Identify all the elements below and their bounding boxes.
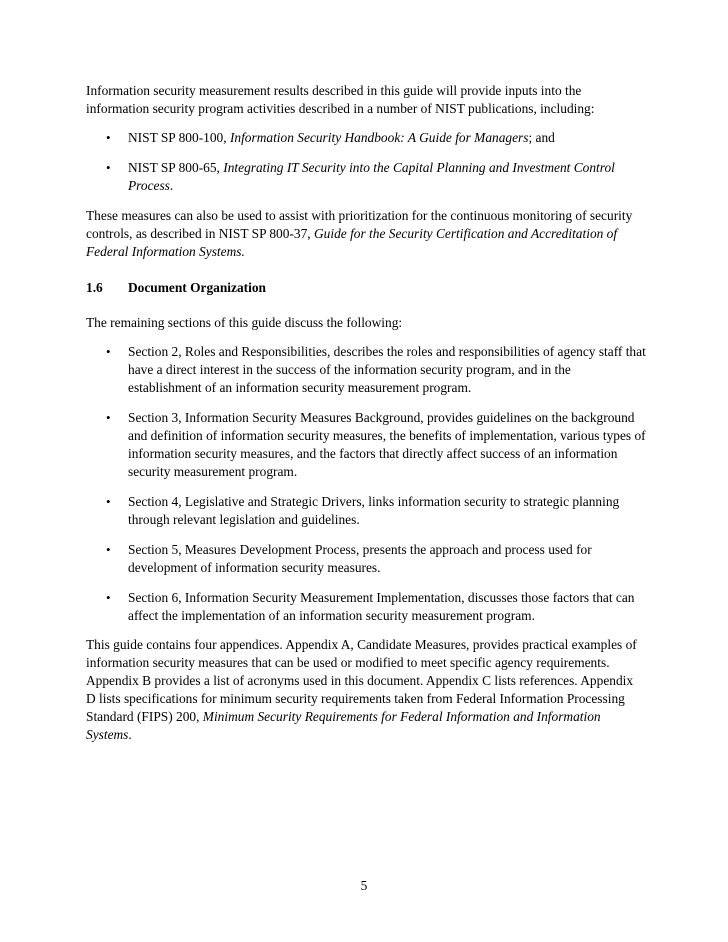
list-item <box>86 129 646 147</box>
section-description: Section 4, Legislative and Strategic Drivers, links information security to strategic planning through relevant legislation and guidelines. <box>128 494 620 527</box>
list-item <box>86 589 646 625</box>
monitoring-title: Guide for the Security Certification and Accreditation of Federal Information Systems. <box>86 226 618 259</box>
publication-suffix: . <box>169 178 174 193</box>
bullet-icon: • <box>106 542 111 557</box>
publication-suffix: ; and <box>528 130 555 145</box>
section-title: Document Organization <box>128 280 266 295</box>
page-number: 5 <box>360 878 368 893</box>
list-item <box>86 493 646 529</box>
section-description: Section 3, Information Security Measures Background, provides guidelines on the background and definition of information security measures, the benefits of implementation, various types of information security measures, and the factors that directly affect success of an information security measurement program. <box>128 410 646 479</box>
sections-intro-paragraph: The remaining sections of this guide discuss the following: <box>86 315 403 330</box>
list-item <box>86 343 646 397</box>
list-item <box>86 409 646 481</box>
monitoring-prefix: These measures can also be used to assist with prioritization for the continuous monitoring of security controls, as described in NIST SP 800-37, <box>86 208 633 241</box>
list-item <box>86 159 646 195</box>
section-heading <box>86 279 646 297</box>
publication-prefix: NIST SP 800-65, <box>128 160 224 175</box>
section-description: Section 6, Information Security Measurement Implementation, discusses those factors that can affect the implementation of an information security measurement program. <box>128 590 635 623</box>
section-number: 1.6 <box>86 280 103 295</box>
section-description: Section 2, Roles and Responsibilities, describes the roles and responsibilities of agency staff that have a direct interest in the success of the information security program, and in the establishment of an information security measurement program. <box>128 344 646 395</box>
bullet-icon: • <box>106 130 111 145</box>
sections-list <box>86 343 646 625</box>
appendices-suffix: . <box>128 727 132 742</box>
appendices-title: Minimum Security Requirements for Federal Information and Information Systems <box>86 709 601 742</box>
section-description: Section 5, Measures Development Process, presents the approach and process used for development of information security measures. <box>128 542 592 575</box>
publication-title: Information Security Handbook: A Guide for Managers <box>229 130 529 145</box>
list-item <box>86 541 646 577</box>
appendices-paragraph <box>86 636 646 744</box>
publications-list <box>86 129 646 195</box>
bullet-icon: • <box>106 344 111 359</box>
bullet-icon: • <box>106 494 111 509</box>
publication-title: Integrating IT Security into the Capital Planning and Investment Control Process <box>128 160 615 193</box>
monitoring-paragraph <box>86 207 646 261</box>
bullet-icon: • <box>106 160 111 175</box>
publication-prefix: NIST SP 800-100, <box>128 130 230 145</box>
bullet-icon: • <box>106 410 111 425</box>
bullet-icon: • <box>106 590 111 605</box>
appendices-prefix: This guide contains four appendices. Appendix A, Candidate Measures, provides practical examples of information security measures that can be used or modified to meet specific agency requirements. Appendix B provides a list of acronyms used in this document. Appendix C lists references. Appendix D lists specifications for minimum security requirements taken from Federal Information Processing Standard (FIPS) 200, <box>86 637 637 724</box>
document-page <box>86 82 646 744</box>
intro-paragraph: Information security measurement results described in this guide will provide inputs into the information security program activities described in a number of NIST publications, including: <box>86 83 595 116</box>
